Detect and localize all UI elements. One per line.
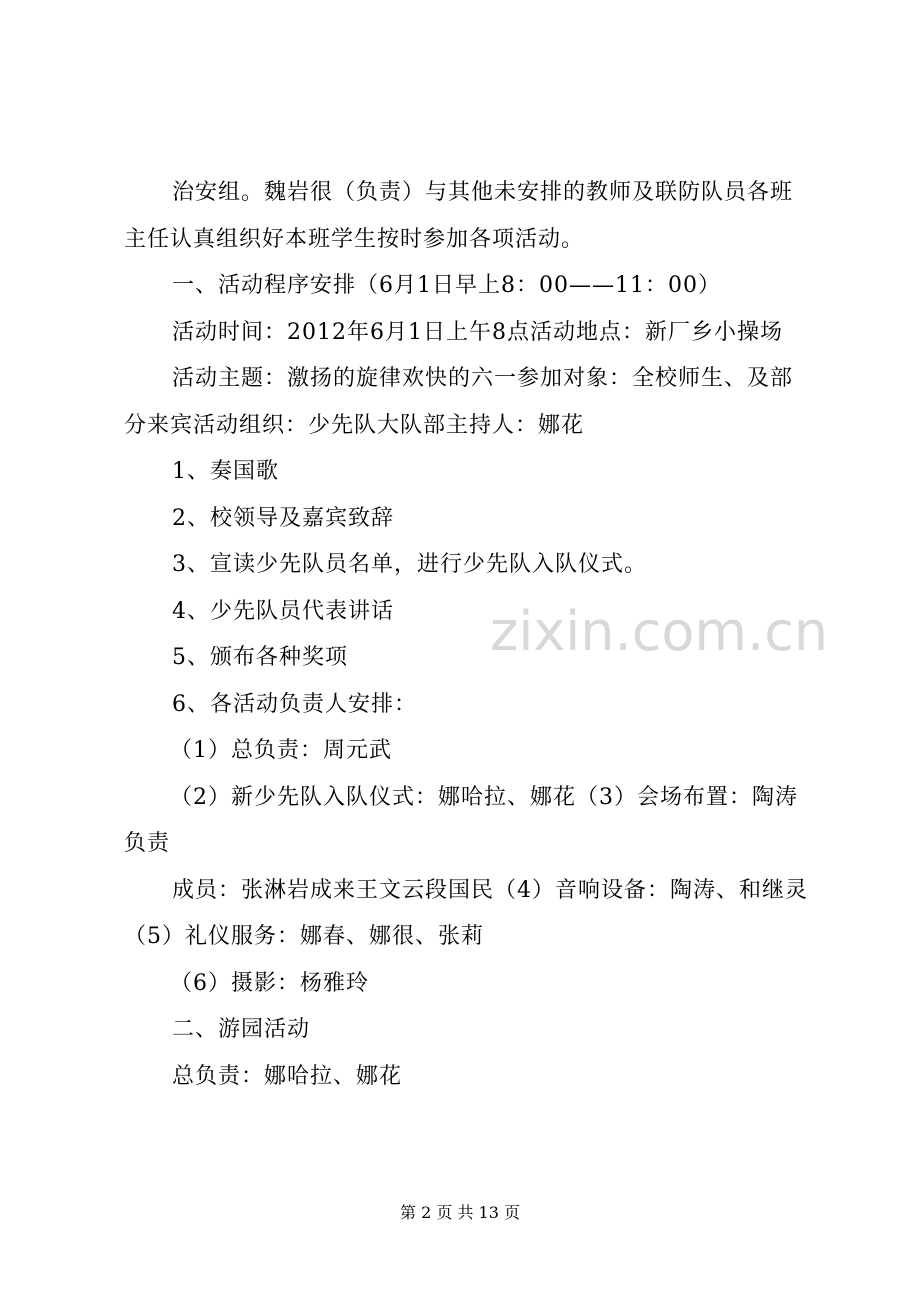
list-item: 6、各活动负责人安排： — [172, 691, 417, 717]
list-item: 1、奏国歌 — [172, 459, 279, 484]
list-item: 4、少先队员代表讲话 — [172, 598, 394, 624]
paragraph: 一、活动程序安排（6月1日早上8：00——11：00） — [172, 273, 721, 298]
page-footer: 第 2 页 共 13 页 — [400, 1203, 520, 1222]
paragraph: 治安组。魏岩很（负责）与其他未安排的教师及联防队员各班主任认真组织好本班学生按时参加各项活动。 — [124, 180, 794, 252]
list-item: （6）摄影：杨雅玲 — [170, 970, 369, 996]
section-heading: 二、游园活动 — [172, 1017, 311, 1042]
watermark: zixin.com.cn — [490, 600, 829, 663]
paragraph: 活动时间：2012年6月1日上午8点活动地点：新厂乡小操场 — [172, 319, 783, 345]
paragraph: 成员：张淋岩成来王文云段国民（4）音响设备：陶涛、和继灵（5）礼仪服务：娜春、娜很、张莉 — [124, 877, 808, 949]
list-item: 5、颁布各种奖项 — [172, 645, 348, 670]
list-item: 2、校领导及嘉宾致辞 — [172, 505, 394, 531]
list-item: （2）新少先队入队仪式：娜哈拉、娜花（3）会场布置：陶涛负责 — [124, 784, 798, 856]
list-item: （1）总负责：周元武 — [170, 738, 392, 763]
list-item: 3、宣读少先队员名单，进行少先队入队仪式。 — [172, 552, 647, 577]
paragraph: 活动主题：激扬的旋律欢快的六一参加对象：全校师生、及部分来宾活动组织：少先队大队部主持人：娜花 — [124, 366, 794, 438]
paragraph: 总负责：娜哈拉、娜花 — [172, 1063, 403, 1089]
